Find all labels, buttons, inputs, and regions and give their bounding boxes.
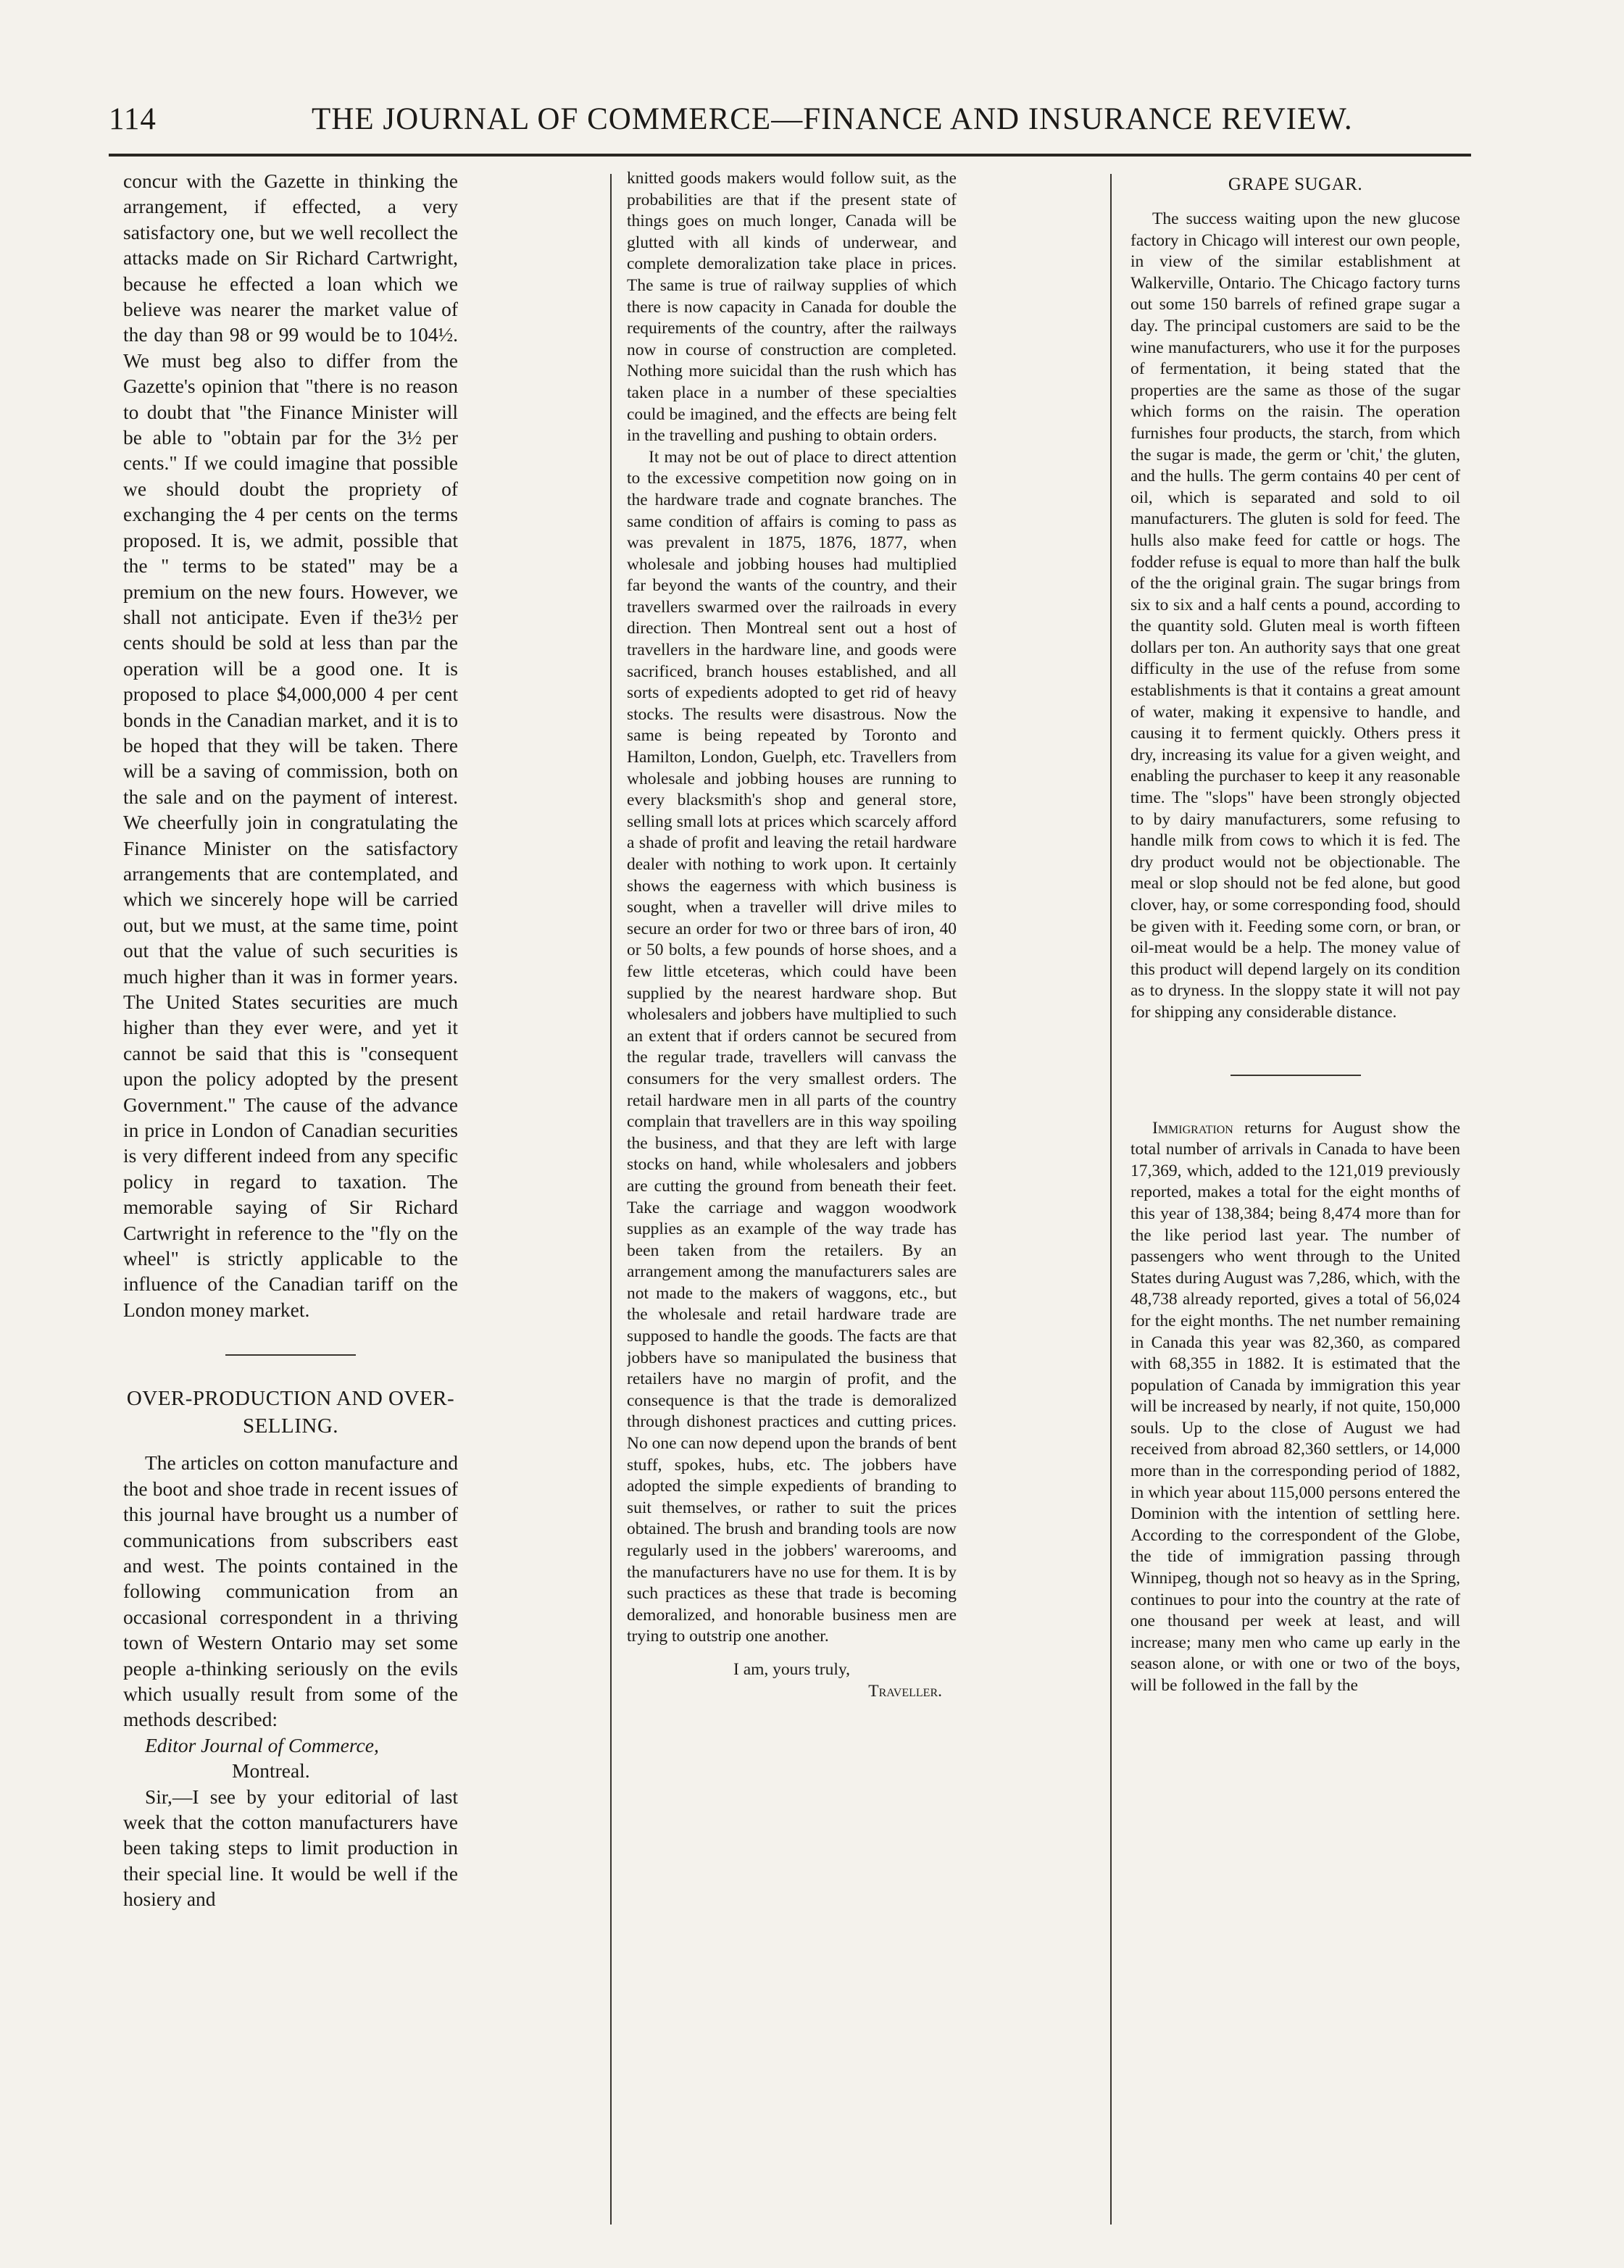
article-continuation: concur with the Gazette in thinking the arrangement, if effected, a very satisfactory one, but we well recollect the attacks made on Sir Richard Cartwright, because he effected a loan which we believe was nearer the market value of the day than 98 or 99 would be to 104½. We must beg also to differ from the Gazette's opinion that "there is no reason to doubt that "the Finance Minister will be able to "obtain par for the 3½ per cents." If we could imagine that possible we should doubt the propriety of exchanging the 4 per cents on the terms proposed. It is, we admit, possible that the " terms to be stated" may be a premium on the new fours. However, we shall not anticipate. Even if the3½ per cents should be sold at less than par the operation will be a good one. It is proposed to place $4,000,000 4 per cent bonds in the Canadian market, and it is to be hoped that they will be taken. There will be a saving of commission, both on the sale and on the payment of interest. We cheerfully join in congratulating the Finance Minister on the satisfactory arrangements that are contemplated, and which we sincerely hope will be carried out, but we must, at the same time, point out that the value of such securities is much higher than it was in former years. The United States securities are much higher than they ever were, and yet it cannot be said that this is "consequent upon the policy adopted by the present Government." The cause of the advance in price in London of Canadian securities is very different indeed from any specific policy in regard to taxation. The memorable saying of Sir Richard Cartwright in reference to the "fly on the wheel" is strictly applicable to the influence of the Canadian tariff on the London money market. [123,170,458,1321]
letter-address-line-1: Editor Journal of Commerce, [145,1733,379,1756]
letter-paragraph-3: It may not be out of place to direct attention to the excessive competition now going on in the hardware trade and cognate branches. The same condition of affairs is coming to pass as was prevalent in 1875, 1876, 1877, when wholesale and jobbing houses had multiplied far beyond the wants of the country, and their travellers swarmed over the railroads in every direction. Then Montreal sent out a host of travellers in the hardware line, and goods were sacrificed, branch houses established, and all sorts of expedients adopted to get rid of heavy stocks. The results were disastrous. Now the same is being repeated by Toronto and Hamilton, London, Guelph, etc. Travellers from wholesale and jobbing houses are running to every blacksmith's shop and general store, selling small lots at prices which scarcely afford a shade of profit and leaving the retail hardware dealer with nothing to work upon. It certainly shows the eagerness with which business is sought, when a traveller will drive miles to secure an order for two or three bars of iron, 40 or 50 bolts, a few pounds of horse shoes, and a few little etceteras, which could have been supplied by the nearest hardware shop. But wholesalers and jobbers have multiplied to such an extent that if orders cannot be secured from the regular trade, travellers will canvass the consumers for the very smallest orders. The retail hardware men in all parts of the country complain that travellers are in this way spoiling the business, and that they are left with large stocks on hand, while wholesalers and jobbers are cutting the ground from beneath their feet. Take the carriage and waggon woodwork supplies as an example of the way trade has been taken from the retailers. By an arrangement among the manufacturers sales are not made to the makers of waggons, etc., but the wholesale and retail hardware trade are supposed to handle the goods. The facts are that jobbers have so manipulated the business that retailers have no margin of profit, and the consequence is that the trade is demoralized through dishonest practices and cutting prices. No one can now depend upon the brands of bent stuff, spokes, hubs, etc. The jobbers have adopted the simple expedients of branding to suit themselves, or rather to suit the prices obtained. The brush and branding tools are now regularly used in the jobbers' warerooms, and the manufacturers have no use for them. It is by such practices as these that trade is becoming demoralized, and honorable business men are trying to outstrip one another. [627,447,957,1646]
letter-paragraph-1: Sir,—I see by your editorial of last week that the cotton manufacturers have been taking steps to limit production in their special line. It would be well if the hosiery and [123,1785,458,1911]
letter-paragraph-2: knitted goods makers would follow suit, as the probabilities are that if the present state of things goes on much longer, Canada will be glutted with all kinds of underwear, and complete demoralization take place in prices. The same is true of railway supplies of which there is now capacity in Canada for double the requirements of the country, after the railways now in course of construction are completed. Nothing more suicidal than the rush which has taken place in a number of these specialties could be imagined, and the effects are being felt in the travelling and pushing to obtain orders. [627,169,957,446]
section-divider-2 [1231,1075,1361,1076]
column-rule-2 [1110,174,1112,2225]
column-3 [1130,168,1460,2240]
letter-signature: Traveller. [868,1681,942,1701]
article-intro-paragraph: The articles on cotton manufacture and the boot and shoe trade in recent issues of this journal have brought us a number of communications from subscribers east and west. The points contained in the following communication from an occasional correspondent in a thriving town of Western Ontario may set some people a-thinking seriously on the evils which usually result from some of the methods described: [123,1451,458,1731]
article-heading-grape-sugar: GRAPE SUGAR. [1228,175,1363,194]
column-2 [627,168,957,2240]
page-header [109,101,1471,152]
header-rule [109,154,1471,157]
letter-address-line-2: Montreal. [232,1759,310,1783]
page-number: 114 [109,102,157,136]
column-1 [123,168,458,2240]
letter-closing: I am, yours truly, [733,1659,850,1679]
immigration-lead-word: Immigration [1152,1118,1233,1138]
column-rule-1 [610,174,612,2225]
article-heading-overproduction: OVER-PRODUCTION AND OVER-SELLING. [126,1387,455,1438]
immigration-text: returns for August show the total number of arrivals in Canada to have been 17,369, which, added to the 121,019 previously reported, makes a total for the eight months of this year of 138,384; being 8,474 more than for the like period last year. The number of passengers who went through to the United States during August was 7,286, which, with the 48,738 already reported, gives a total of 56,024 for the eight months. The net number remaining in Canada this year was 82,360, as compared with 68,355 in 1882. It is estimated that the population of Canada by immigration this year will be increased by nearly, if not quite, 150,000 souls. Up to the close of August we had received from abroad 82,360 settlers, or 14,000 more than in the corresponding period of 1882, in which year about 115,000 persons entered the Dominion with the intention of settling here. According to the correspondent of the Globe, the tide of immigration passing through Winnipeg, though not so heavy as in the Spring, continues to pour into the country at the rate of one thousand per week at least, and will increase; many men who came up early in the season alone, or with one or two of the boys, will be followed in the fall by the [1130,1118,1460,1695]
section-divider [225,1354,356,1356]
journal-title: THE JOURNAL OF COMMERCE—FINANCE AND INSURANCE REVIEW. [312,102,1353,136]
grape-sugar-paragraph: The success waiting upon the new glucose factory in Chicago will interest our own people, in view of the similar establishment at Walkerville, Ontario. The Chicago factory turns out some 150 barrels of refined grape sugar a day. The principal customers are said to be the wine manufacturers, who use it for the purposes of fermentation, it being stated that the properties are the same as those of the sugar which forms on the raisin. The operation furnishes four products, the starch, from which the sugar is made, the germ or 'chit,' the gluten, and the hulls. The germ contains 40 per cent of oil, which is separated and sold to oil manufacturers. The gluten is sold for feed. The hulls also make feed for cattle or hogs. The fodder refuse is equal to more than half the bulk of the the original grain. The sugar brings from six to six and a half cents a pound, according to the quantity sold. Gluten meal is worth fifteen dollars per ton. An authority says that one great difficulty in the use of the refuse from some establishments is that it contains a great amount of water, making it expensive to handle, and causing it to ferment quickly. Others press it dry, increasing its value for a given weight, and enabling the purchaser to keep it any reasonable time. The "slops" have been strongly objected to by dairy manufacturers, some refusing to handle milk from cows to which it is fed. The dry product would not be objectionable. The meal or slop should not be fed alone, but good clover, hay, or some corresponding food, should be given with it. Feeding some corn, or bran, or oil-meat would be a help. The money value of this product will depend largely on its condition as to dryness. In the sloppy state it will not pay for shipping any considerable distance. [1130,209,1460,1022]
immigration-paragraph [1130,1118,1460,1697]
